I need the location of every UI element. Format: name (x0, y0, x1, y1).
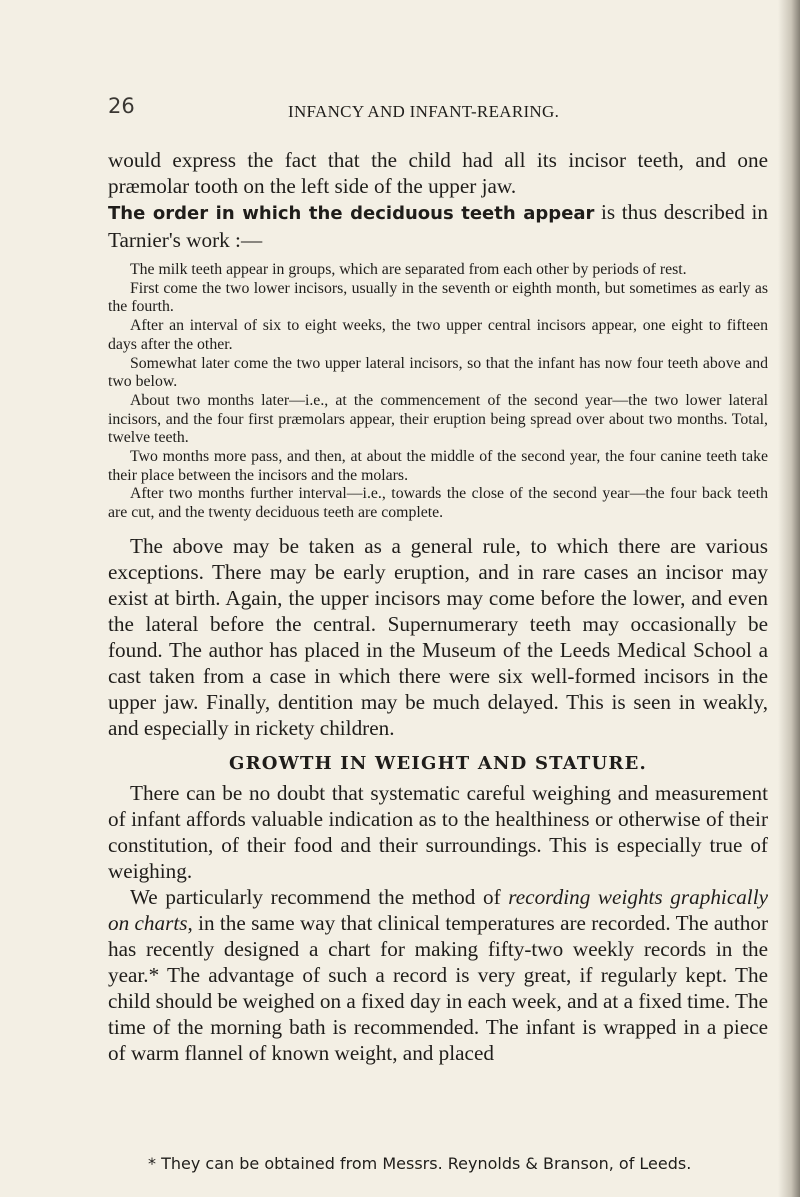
intro-emphasis: The order in which the deciduous teeth appear (108, 203, 595, 224)
footnote: * They can be obtained from Messrs. Reynolds & Branson, of Leeds. (148, 1154, 692, 1173)
quote-paragraph: The milk teeth appear in groups, which are separated from each other by periods of rest. (130, 261, 687, 278)
quote-paragraph: After an interval of six to eight weeks, the two upper central incisors appear, one eight to fifteen days after the other. (108, 317, 768, 353)
section-heading: GROWTH IN WEIGHT AND STATURE. (229, 752, 647, 774)
growth-p2-end: , in the same way that clinical temperatures are recorded. The author has recently designed a chart for making fifty-two weekly records in the year.* The advantage of such a record is very great, if regularly kept. The child should be weighed on a fixed day in each week, and at a fixed time. The time of the morning bath is recommended. The infant is wrapped in a piece of warm flannel of known weight, and placed (108, 910, 769, 1065)
intro-text: would express the fact that the child had all its incisor teeth, and one præmolar tooth on the left side of the upper jaw. (108, 148, 768, 198)
tarnier-quote (108, 261, 768, 523)
quote-paragraph: Two months more pass, and then, at about the middle of the second year, the four canine teeth take their place between the incisors and the molars. (108, 448, 768, 484)
intro-paragraph (108, 147, 768, 253)
growth-paragraph-2 (108, 884, 768, 1066)
intro-tail: is thus described in Tarnier's work :— (108, 200, 768, 252)
growth-paragraph-1: There can be no doubt that systematic careful weighing and measurement of infant affords valuable indication as to the healthiness or otherwise of their constitution, of their food and their surroundings. This is especially true of weighing. (108, 780, 768, 883)
general-rule-paragraph: The above may be taken as a general rule, to which there are various exceptions. There may be early eruption, and in rare cases an incisor may exist at birth. Again, the upper incisors may come before the lower, and even the lateral before the central. Supernumerary teeth may occasionally be found. The author has placed in the Museum of the Leeds Medical School a cast taken from a case in which there were six well-formed incisors in the upper jaw. Finally, dentition may be much delayed. This is seen in weakly, and especially in rickety children. (108, 533, 768, 740)
quote-paragraph: Somewhat later come the two upper lateral incisors, so that the infant has now four teeth above and two below. (108, 354, 768, 391)
main-column (108, 147, 768, 1066)
quote-paragraph: About two months later—i.e., at the commencement of the second year—the two lower lateral incisors, and the four first præmolars appear, their eruption being spread over about two months. Total, twelve teeth. (108, 391, 768, 447)
page-edge-shadow (778, 0, 800, 1197)
growth-p2-italic: recording weights graphically on charts (108, 884, 768, 935)
page-number: 26 (108, 94, 135, 118)
quote-paragraph: First come the two lower incisors, usually in the seventh or eighth month, but sometimes as early as the fourth. (108, 279, 768, 316)
quote-paragraph: After two months further interval—i.e., towards the close of the second year—the four back teeth are cut, and the twenty deciduous teeth are complete. (108, 485, 768, 522)
running-head: INFANCY AND INFANT-REARING. (288, 102, 560, 121)
growth-p2-start: We particularly recommend the method of (130, 884, 509, 909)
page-header (108, 94, 768, 130)
